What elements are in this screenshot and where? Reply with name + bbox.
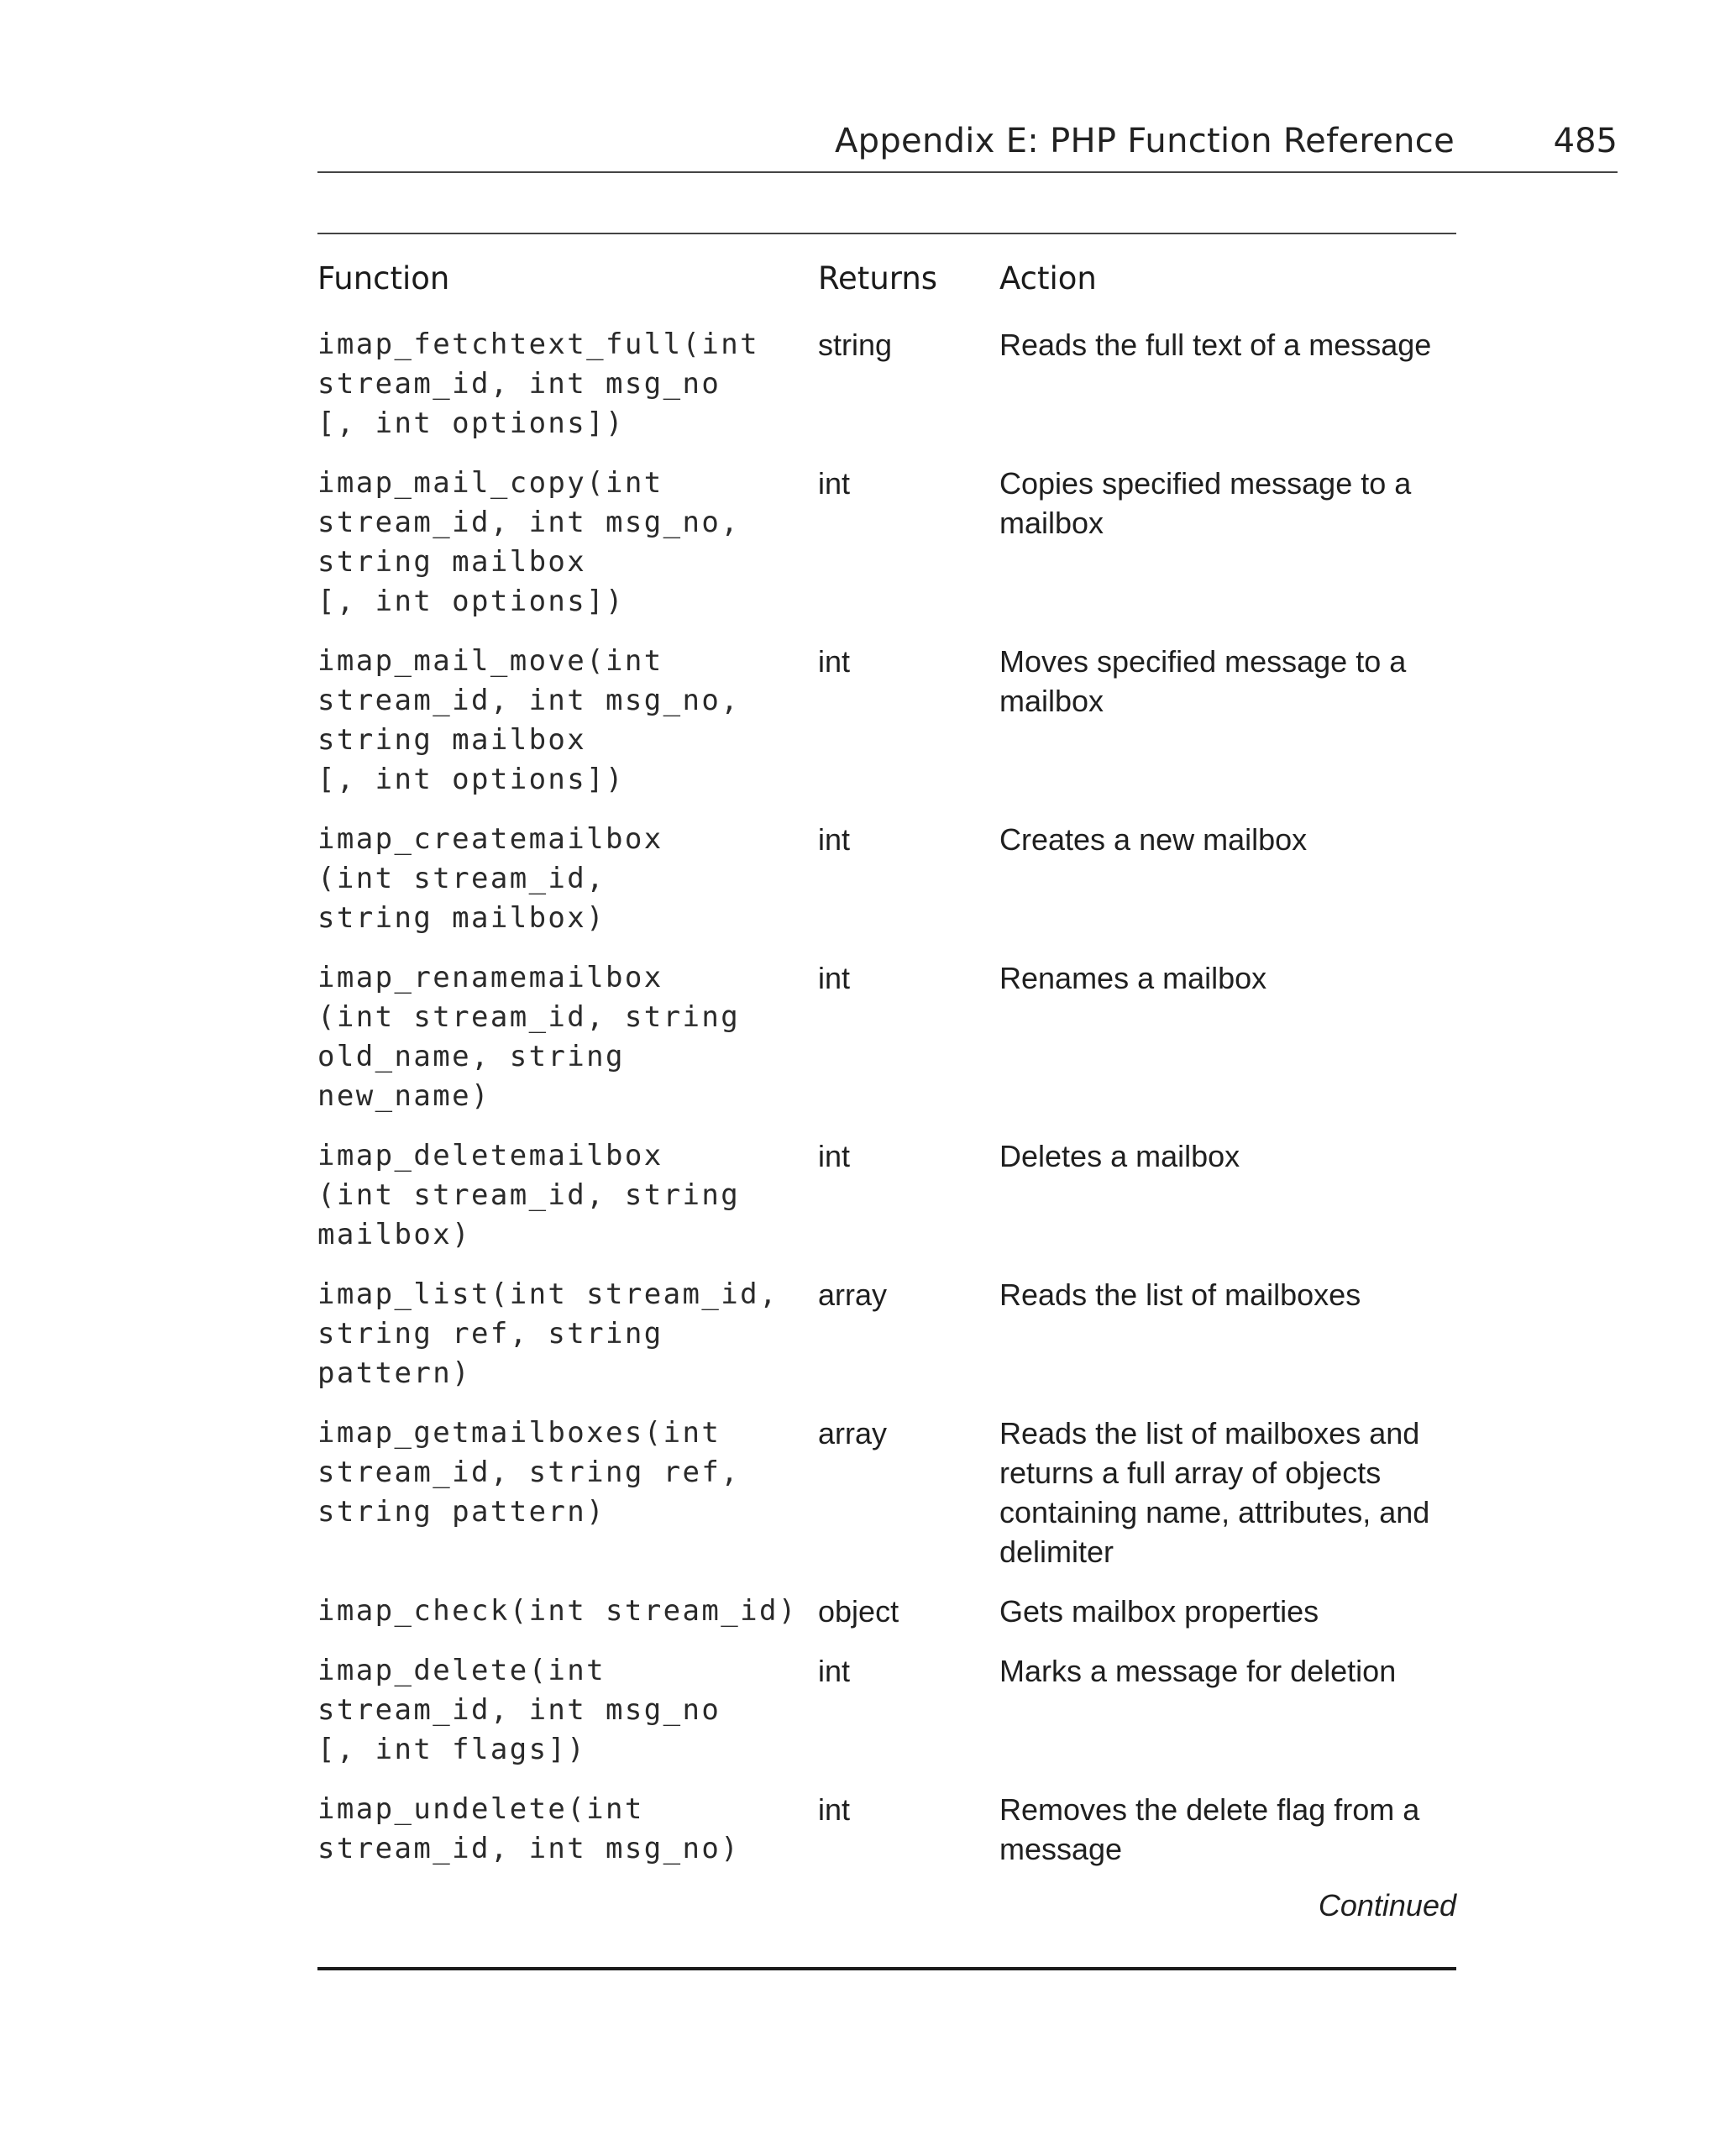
return-type: int bbox=[818, 961, 851, 995]
function-signature: imap_mail_copy(int stream_id, int msg_no, string mailbox [, int options]) bbox=[317, 466, 741, 618]
action-description: Marks a message for deletion bbox=[999, 1654, 1397, 1688]
function-signature: imap_check(int stream_id) bbox=[317, 1594, 798, 1628]
return-type: string bbox=[818, 328, 893, 362]
return-type: int bbox=[818, 1654, 851, 1688]
action-description: Moves specified message to a mailbox bbox=[999, 644, 1407, 718]
return-type: int bbox=[818, 1792, 851, 1827]
action-description: Reads the list of mailboxes bbox=[999, 1277, 1361, 1312]
table-row bbox=[317, 958, 1456, 1116]
table-row bbox=[317, 820, 1456, 938]
return-type: int bbox=[818, 1139, 851, 1173]
action-description: Gets mailbox properties bbox=[999, 1594, 1319, 1629]
table-row bbox=[317, 1651, 1456, 1770]
return-type: array bbox=[818, 1416, 888, 1450]
return-type: int bbox=[818, 466, 851, 501]
running-head-title: Appendix E: PHP Function Reference bbox=[835, 122, 1455, 160]
continued-note: Continued bbox=[1318, 1888, 1456, 1923]
action-description: Creates a new mailbox bbox=[999, 822, 1308, 857]
function-table bbox=[317, 256, 1456, 1889]
action-description: Deletes a mailbox bbox=[999, 1139, 1240, 1173]
return-type: int bbox=[818, 822, 851, 857]
function-signature: imap_renamemailbox (int stream_id, string old_name, string new_name) bbox=[317, 961, 741, 1113]
action-description: Removes the delete flag from a message bbox=[999, 1792, 1420, 1866]
action-description: Renames a mailbox bbox=[999, 961, 1267, 995]
action-description: Copies specified message to a mailbox bbox=[999, 466, 1412, 540]
table-row bbox=[317, 1592, 1456, 1631]
page-header bbox=[317, 116, 1618, 173]
return-type: int bbox=[818, 644, 851, 679]
table-row bbox=[317, 1790, 1456, 1869]
table-row bbox=[317, 464, 1456, 622]
page-number: 485 bbox=[1553, 122, 1618, 160]
function-signature: imap_delete(int stream_id, int msg_no [, int flags]) bbox=[317, 1654, 721, 1766]
table-row bbox=[317, 1275, 1456, 1393]
table-row bbox=[317, 642, 1456, 800]
table-bottom-rule bbox=[317, 1967, 1456, 1970]
function-signature: imap_list(int stream_id, string ref, string pattern) bbox=[317, 1277, 779, 1390]
return-type: array bbox=[818, 1277, 888, 1312]
function-signature: imap_getmailboxes(int stream_id, string ref, string pattern) bbox=[317, 1416, 741, 1529]
return-type: object bbox=[818, 1594, 899, 1629]
function-signature: imap_createmailbox (int stream_id, string mailbox) bbox=[317, 822, 663, 935]
column-header-action: Action bbox=[999, 260, 1097, 296]
function-signature: imap_fetchtext_full(int stream_id, int msg_no [, int options]) bbox=[317, 328, 760, 440]
function-signature: imap_deletemailbox (int stream_id, string mailbox) bbox=[317, 1139, 741, 1251]
function-signature: imap_mail_move(int stream_id, int msg_no, string mailbox [, int options]) bbox=[317, 644, 741, 796]
column-header-function: Function bbox=[317, 260, 450, 296]
column-header-returns: Returns bbox=[818, 260, 938, 296]
table-row bbox=[317, 1414, 1456, 1571]
table-top-rule bbox=[317, 233, 1456, 234]
action-description: Reads the full text of a message bbox=[999, 328, 1432, 362]
table-row bbox=[317, 325, 1456, 443]
table-header-row bbox=[317, 256, 1456, 325]
function-signature: imap_undelete(int stream_id, int msg_no) bbox=[317, 1792, 741, 1865]
action-description: Reads the list of mailboxes and returns a full array of objects containing name, attributes, and delimiter bbox=[999, 1416, 1430, 1569]
table-row bbox=[317, 1136, 1456, 1255]
